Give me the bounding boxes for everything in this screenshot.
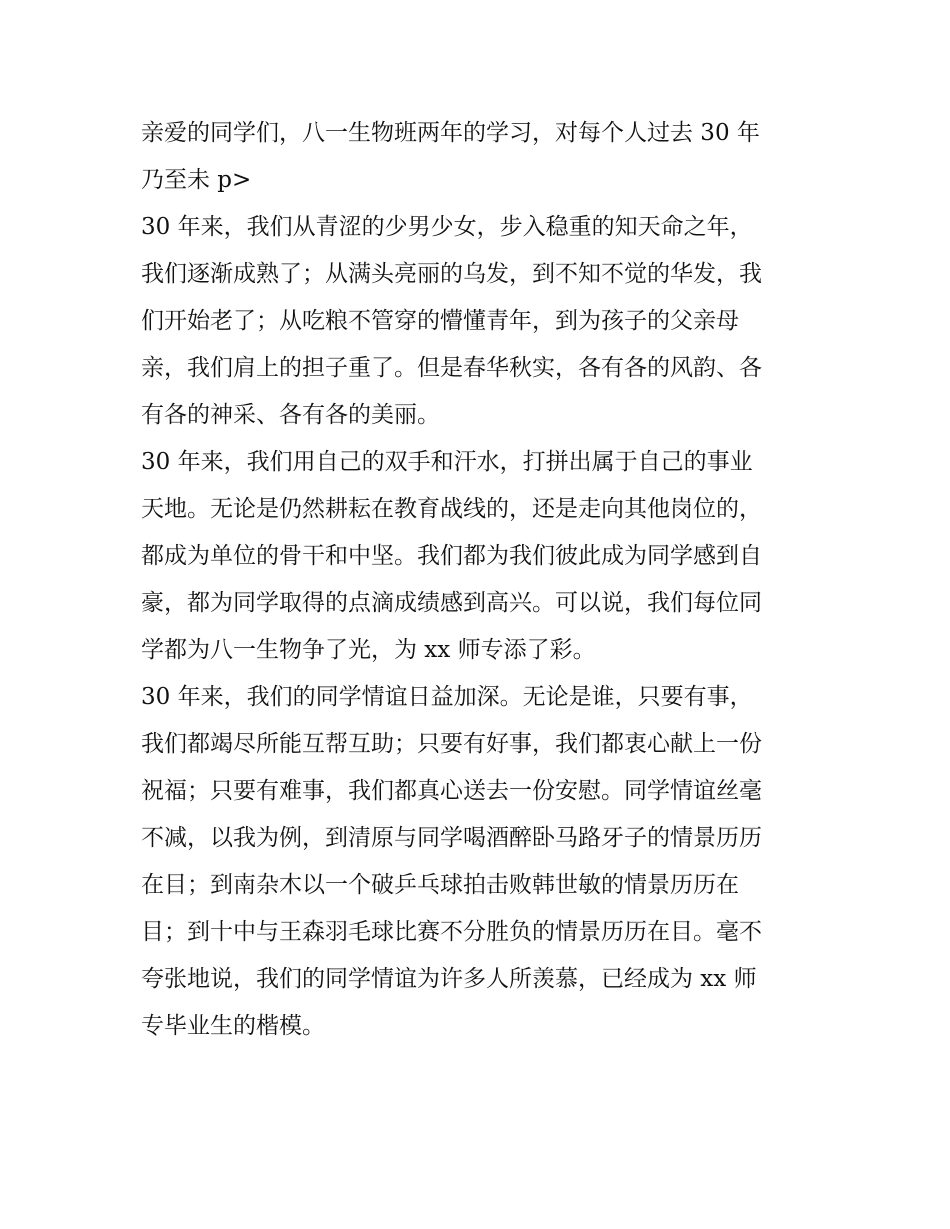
- text-line: 我们逐渐成熟了；从满头亮丽的乌发，到不知不觉的华发，我: [141, 261, 762, 287]
- document-body: [141, 110, 821, 1050]
- text-line: 30 年来，我们用自己的双手和汗水，打拼出属于自己的事业: [141, 449, 753, 475]
- text-line: 亲爱的同学们，八一生物班两年的学习，对每个人过去 30 年: [141, 120, 760, 146]
- text-line: 专毕业生的楷模。: [141, 1013, 325, 1039]
- text-line: 在目；到南杂木以一个破乒乓球拍击败韩世敏的情景历历在: [141, 872, 739, 898]
- text-line: 夸张地说，我们的同学情谊为许多人所羡慕，已经成为 xx 师: [141, 966, 757, 992]
- text-line: 祝福；只要有难事，我们都真心送去一份安慰。同学情谊丝毫: [141, 778, 762, 804]
- text-line: 有各的神采、各有各的美丽。: [141, 402, 440, 428]
- text-line: 不减，以我为例，到清原与同学喝酒醉卧马路牙子的情景历历: [141, 825, 762, 851]
- text-line: 们开始老了；从吃粮不管穿的懵懂青年，到为孩子的父亲母: [141, 308, 739, 334]
- text-line: 都成为单位的骨干和中坚。我们都为我们彼此成为同学感到自: [141, 543, 762, 569]
- text-line: 亲，我们肩上的担子重了。但是春华秋实，各有各的风韵、各: [141, 355, 762, 381]
- text-line: 30 年来，我们的同学情谊日益加深。无论是谁，只要有事，: [141, 684, 753, 710]
- text-line: 30 年来，我们从青涩的少男少女，步入稳重的知天命之年，: [141, 214, 753, 240]
- text-line: 天地。无论是仍然耕耘在教育战线的，还是走向其他岗位的，: [141, 496, 762, 522]
- text-line: 学都为八一生物争了光，为 xx 师专添了彩。: [141, 637, 596, 663]
- text-line: 目；到十中与王森羽毛球比赛不分胜负的情景历历在目。毫不: [141, 919, 762, 945]
- text-line: 我们都竭尽所能互帮互助；只要有好事，我们都衷心献上一份: [141, 731, 762, 757]
- text-line: 豪，都为同学取得的点滴成绩感到高兴。可以说，我们每位同: [141, 590, 762, 616]
- text-line: 乃至未 p>: [141, 167, 252, 193]
